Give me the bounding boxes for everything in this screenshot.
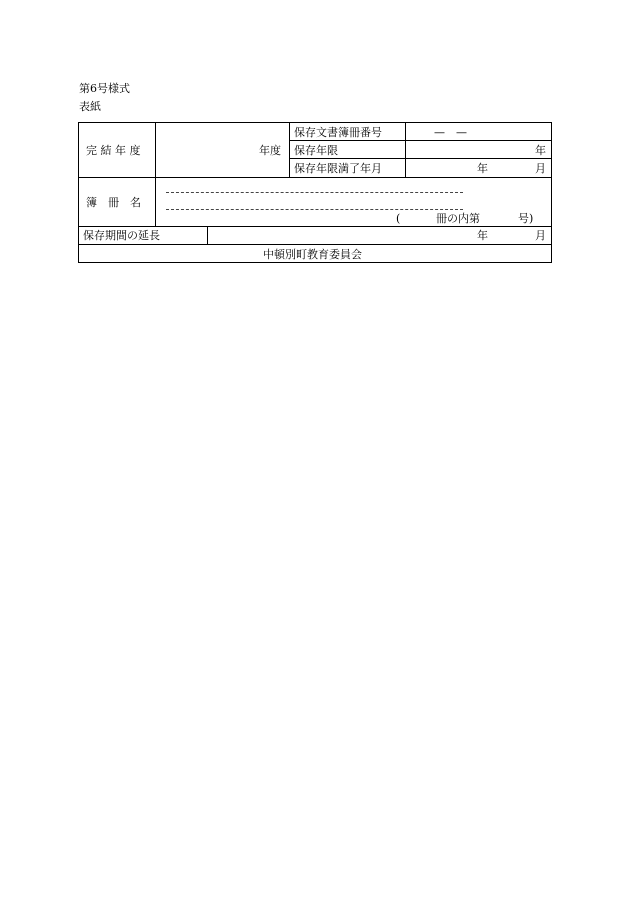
form-number: 第6号様式 (79, 82, 130, 95)
table-border-right (551, 122, 552, 263)
retention-end-year-unit: 年 (477, 162, 488, 175)
retention-end-label: 保存年限満了年月 (294, 162, 382, 175)
year-column-divider (289, 122, 290, 178)
book-count-open: ( (396, 212, 401, 225)
row-divider-1 (289, 140, 551, 141)
label-column-divider (155, 122, 156, 227)
book-count-middle: 冊の内第 (436, 212, 480, 225)
table-border-bottom (78, 262, 552, 263)
nendo-suffix: 年度 (259, 144, 281, 157)
book-count-close: 号) (518, 212, 534, 225)
table-border-left (78, 122, 79, 263)
book-name-dotted-line-2 (166, 209, 463, 210)
row-divider-2 (289, 158, 551, 159)
retention-period-label: 保存年限 (294, 144, 338, 157)
retention-end-month-unit: 月 (535, 162, 546, 175)
row-divider-5 (78, 244, 552, 245)
extension-column-divider (207, 226, 208, 245)
extension-month-unit: 月 (535, 229, 546, 242)
extension-year-unit: 年 (477, 229, 488, 242)
book-name-dotted-line-1 (166, 192, 463, 193)
retention-period-unit: 年 (535, 144, 546, 157)
row-divider-3 (78, 177, 552, 178)
table-border-top (78, 122, 552, 123)
issuer-name: 中頓別町教育委員会 (263, 248, 362, 261)
row-divider-4 (78, 226, 552, 227)
doc-number-value[interactable]: — — (434, 126, 467, 139)
value-column-divider (405, 122, 406, 178)
extension-label: 保存期間の延長 (83, 229, 160, 242)
completion-year-label: 完 結 年 度 (86, 144, 141, 157)
doc-number-label: 保存文書簿冊番号 (294, 126, 382, 139)
book-name-label: 簿 冊 名 (86, 196, 141, 209)
form-name: 表紙 (79, 100, 101, 113)
